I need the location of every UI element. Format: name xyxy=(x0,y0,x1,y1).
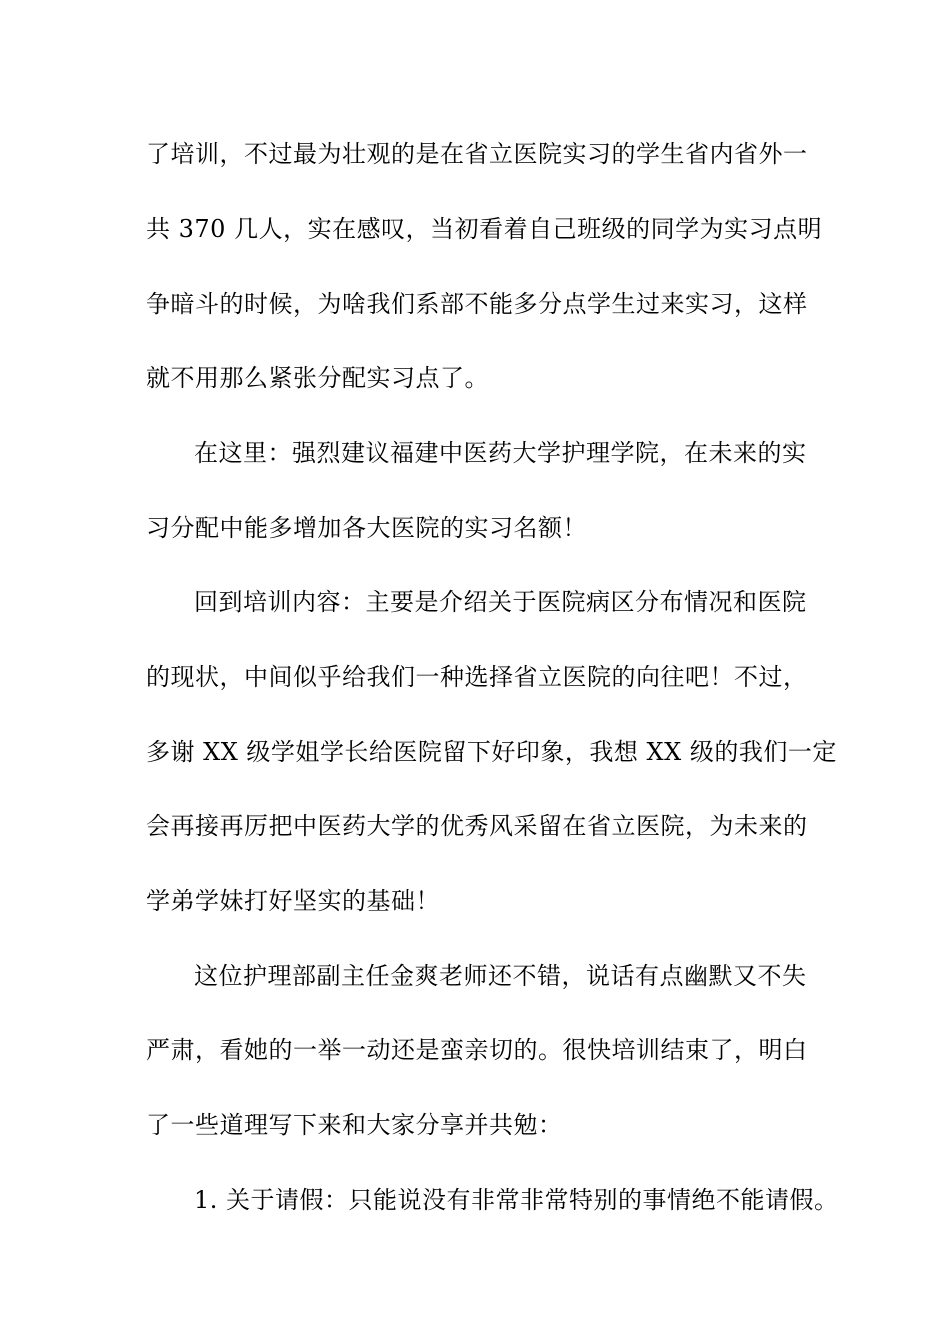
text-line: 回到培训内容：主要是介绍关于医院病区分布情况和医院 xyxy=(194,588,807,616)
text-line: 1. 关于请假：只能说没有非常非常特别的事情绝不能请假。 xyxy=(194,1186,839,1214)
text-line: 了培训，不过最为壮观的是在省立医院实习的学生省内省外一 xyxy=(146,140,808,168)
text-line: 了一些道理写下来和大家分享并共勉： xyxy=(146,1111,563,1139)
text-line: 就不用那么紧张分配实习点了。 xyxy=(146,364,489,392)
text-line: 会再接再厉把中医药大学的优秀风采留在省立医院，为未来的 xyxy=(146,812,808,840)
text-line: 在这里：强烈建议福建中医药大学护理学院，在未来的实 xyxy=(194,439,807,467)
text-line: 争暗斗的时候，为啥我们系部不能多分点学生过来实习，这样 xyxy=(146,290,808,318)
text-line: 严肃，看她的一举一动还是蛮亲切的。很快培训结束了，明白 xyxy=(146,1036,808,1064)
text-line: 这位护理部副主任金爽老师还不错，说话有点幽默又不失 xyxy=(194,962,807,990)
text-line: 学弟学妹打好坚实的基础！ xyxy=(146,887,440,915)
text-line: 多谢 XX 级学姐学长给医院留下好印象，我想 XX 级的我们一定 xyxy=(146,738,837,766)
text-line: 习分配中能多增加各大医院的实习名额！ xyxy=(146,514,587,542)
text-line: 共 370 几人，实在感叹，当初看着自己班级的同学为实习点明 xyxy=(146,215,823,243)
text-line: 的现状，中间似乎给我们一种选择省立医院的向往吧！不过， xyxy=(146,663,808,691)
